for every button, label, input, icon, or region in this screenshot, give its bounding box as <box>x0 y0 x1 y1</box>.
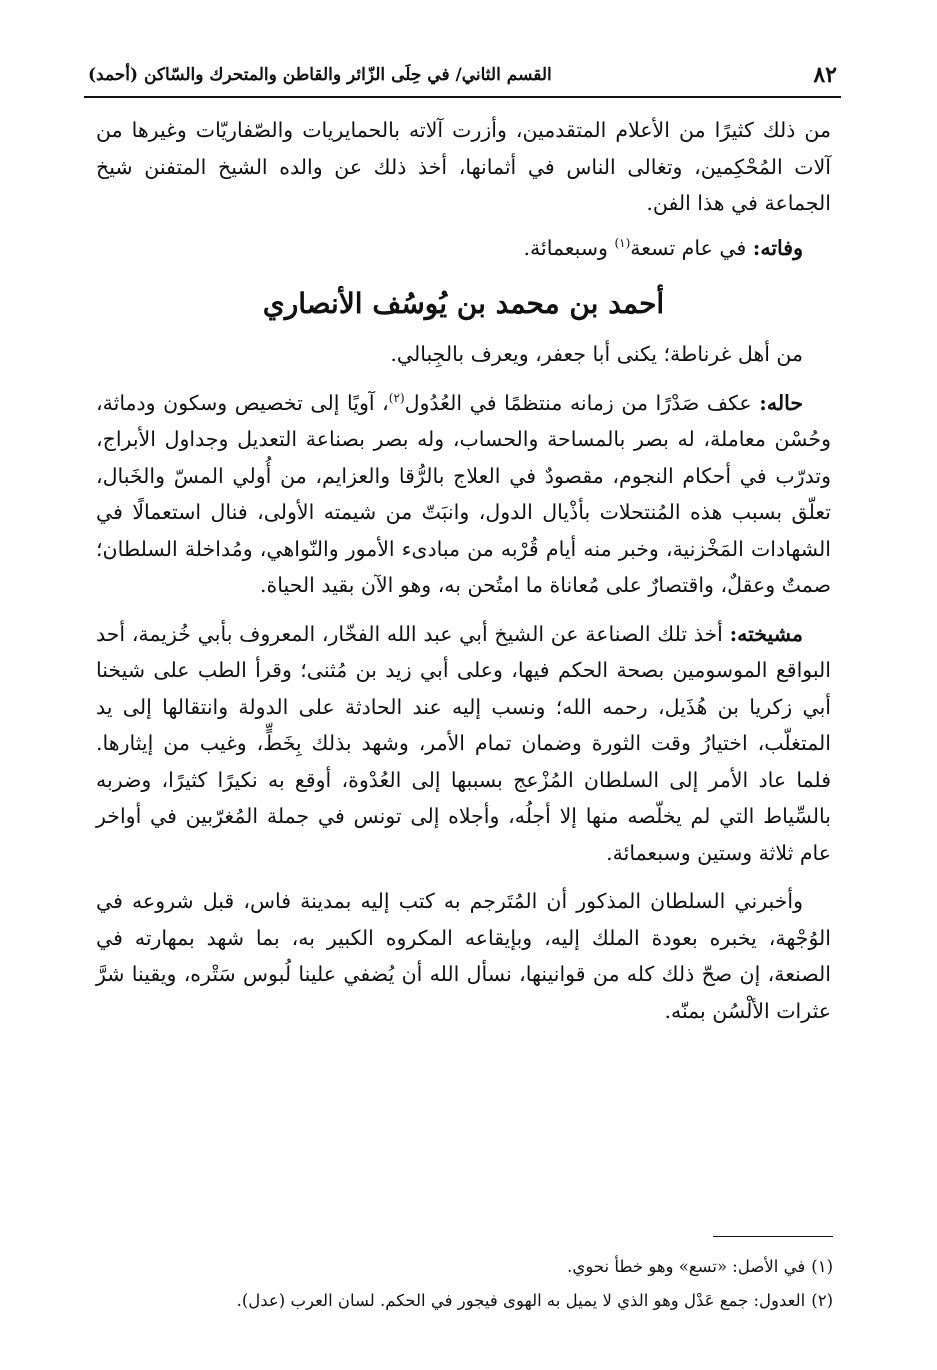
main-text <box>96 112 831 1029</box>
death-text-before: في عام تسعة <box>630 235 753 260</box>
footnote-number: (١) <box>811 1257 833 1276</box>
teachers-paragraph <box>96 616 831 872</box>
condition-paragraph <box>96 385 831 604</box>
page-number: ٨٢ <box>813 62 837 88</box>
condition-label: حاله: <box>759 390 803 415</box>
death-paragraph <box>96 230 831 267</box>
footnote-number: (٢) <box>811 1291 833 1310</box>
death-label: وفاته: <box>752 235 803 260</box>
footnote-1 <box>96 1250 833 1284</box>
footnote-text: في الأصل: «تسع» وهو خطأ نحوي. <box>567 1257 806 1276</box>
closing-paragraph: وأخبرني السلطان المذكور أن المُتَرجم به كتب إليه بمدينة فاس، قبل شروعه في الوُجْهة، يخبره بعودة الملك إليه، وبإيقاعه المكروه الكبير به، بما شهد بمهارته في الصنعة، إن صحّ ذلك كله من قوانينها، نسأل الله أن يُضفي علينا لُبوس سَتْره، ويقينا شرَّ عثرات الألْسُن بمنّه. <box>96 889 831 1023</box>
header-rule <box>84 96 841 98</box>
intro-paragraph: من ذلك كثيرًا من الأعلام المتقدمين، وأزرت آلاته بالحمايريات والصّفاريّات وغيرها من آلات المُحْكِمين، وتغالى الناس في أثمانها، أخذ ذلك عن والده الشيخ المتفنن شيخ الجماعة في هذا الفن. <box>96 118 831 215</box>
footnote-text: العدول: جمع عَدْل وهو الذي لا يميل به الهوى فيجور في الحكم. لسان العرب (عدل). <box>236 1291 806 1310</box>
origin-line: من أهل غرناطة؛ يكنى أبا جعفر، ويعرف بالجِبالي. <box>390 342 803 366</box>
teachers-label: مشيخته: <box>729 621 803 646</box>
running-header <box>88 56 837 94</box>
condition-text-after: ، آويًا إلى تخصيص وسكون ودماثة، وحُسْن معاملة، له بصر بالمساحة والحساب، وله بصر بصناعة التعديل وجداول الأبراج، وتدرّب في أحكام النجوم، مقصودٌ في العلاج بالرُّقا والعزايم، من أُولي المسّ والخَبال، تعلّق بسبب هذه المُنتحلات بأذْيال الدول، وانبَتّ من شيمته الأولى، فنال استعمالًا في الشهادات المَخْزنية، وخبر منه أيام قُرْبه من مبادىء الأمور والنّواهي، ومُداخلة السلطان؛ صمتٌ وعقلٌ، واقتصارٌ على مُعاناة ما امتُحن به، وهو الآن بقيد الحياة. <box>96 390 831 597</box>
death-text-after: وسبعمائة. <box>523 235 615 260</box>
footnotes <box>96 1250 833 1318</box>
biography-heading: أحمد بن محمد بن يُوسُف الأنصاري <box>262 287 665 320</box>
footnote-ref-1[interactable]: (١) <box>614 235 631 250</box>
footnote-rule <box>713 1236 833 1237</box>
footnote-ref-2[interactable]: (٢) <box>388 390 405 405</box>
condition-text-before: عكف صَدْرًا من زمانه منتظمًا في العُدُول <box>404 390 760 415</box>
footnote-2 <box>96 1284 833 1318</box>
running-title: القسم الثاني/ في حِلَى الزّائر والقاطن والمتحرك والسّاكن (أحمد) <box>88 65 552 85</box>
teachers-text: أخذ تلك الصناعة عن الشيخ أبي عبد الله الفخّار، المعروف بأبي خُزيمة، أحد البواقع الموسومين بصحة الحكم فيها، وعلى أبي زيد بن مُثنى؛ وقرأ الطب على شيخنا أبي زكريا بن هُذَيل، رحمه الله؛ ونسب إليه عند الحادثة على الدولة وانتقالها إلى يد المتغلّب، اختيارُ وقت الثورة وضمان تمام الأمر، وشهد بذلك بِخَطٍّ، وغيب من إيثارها. فلما عاد الأمر إلى السلطان المُزْعج بسببها إلى العُدْوة، أوقع به نكيرًا كثيرًا، وضربه بالسِّياط التي لم يخلّصه منها إلا أجلُه، وأجلاه إلى تونس في جملة المُغرّبين في أواخر عام ثلاثة وستين وسبعمائة. <box>96 621 831 865</box>
